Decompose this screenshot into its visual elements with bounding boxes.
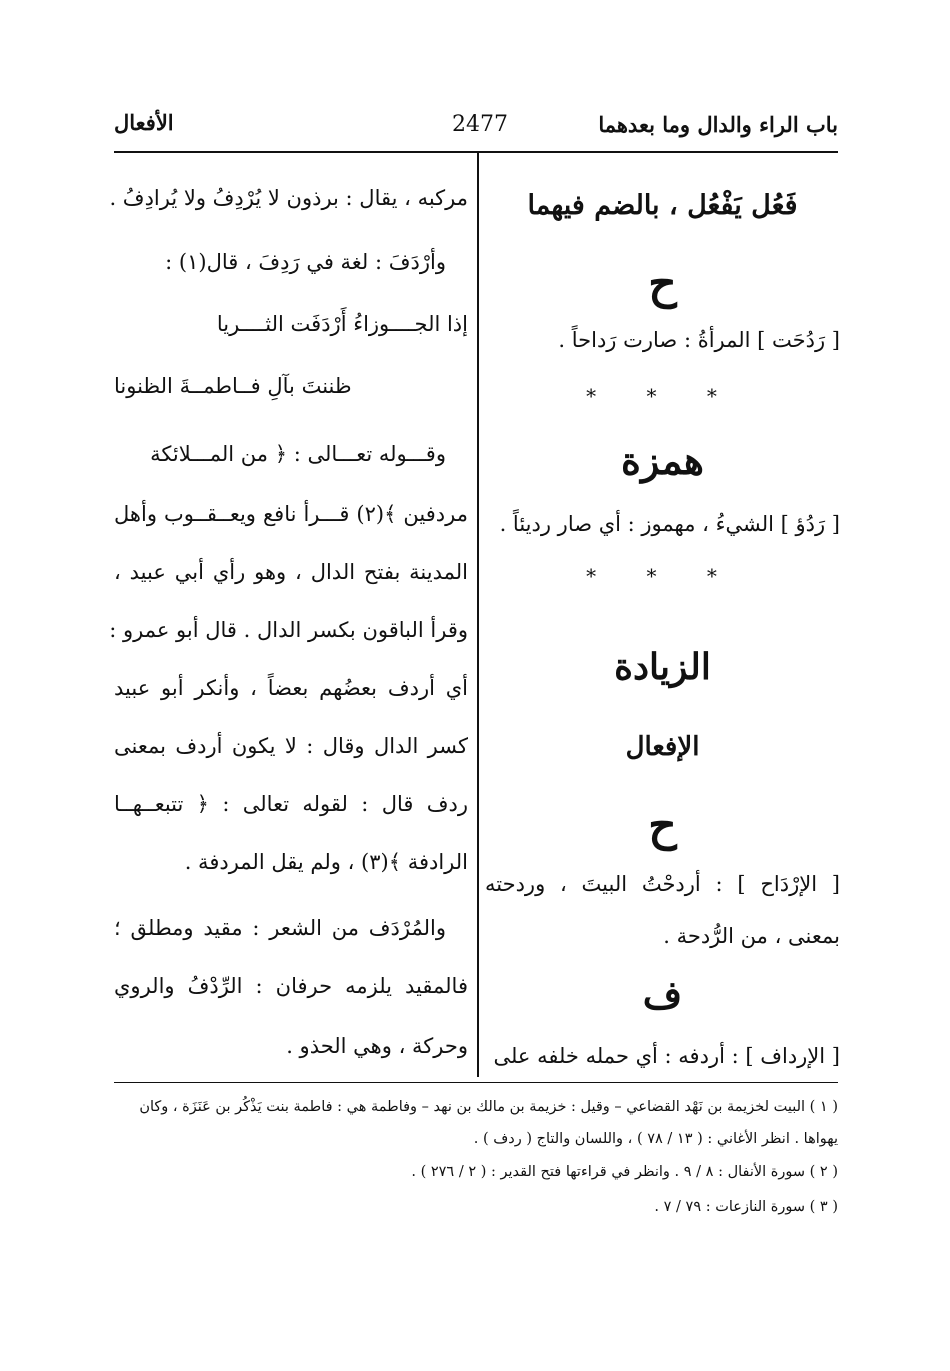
- column-divider: [477, 153, 479, 1077]
- letter-heading: ح: [648, 800, 677, 851]
- footnote: ( ٢ ) سورة الأنفال : ٨ / ٩ . وانظر في قراءتها فتح القدير : ( ٢ / ٢٧٦ ) .: [411, 1164, 838, 1180]
- footnote: يهواها . انظر الأغاني : ( ١٣ / ٧٨ ) ، واللسان والتاج ( ردف ) .: [473, 1131, 838, 1147]
- page-number: 2477: [452, 112, 508, 137]
- text-line: المدينة بفتح الدال ، وهو رأي أبي عبيد ،: [114, 560, 468, 584]
- footnote: ( ٣ ) سورة النازعات : ٧٩ / ٧ .: [654, 1199, 838, 1215]
- entry-irdaf: [ الإرداف ] : أردفه : أي حمله خلفه على: [493, 1044, 840, 1068]
- ziyada-heading: الزيادة: [614, 646, 711, 688]
- letter-heading: ف: [642, 972, 683, 1017]
- text-line: كسر الدال وقال : لا يكون أردف بمعنى: [114, 734, 468, 758]
- text-line: والمُرْدَف من الشعر : مقيد ومطلق ؛: [114, 916, 446, 940]
- text-line: مركبه ، يقال : برذون لا يُرْدِفُ ولا يُرادِفُ .: [109, 186, 468, 210]
- text-line: أي أردف بعضُهم بعضاً ، وأنكر أبو عبيد: [114, 676, 468, 700]
- entry-radu: [ رَدُؤ ] الشيءُ ، مهموز : أي صار رديئاً .: [499, 512, 840, 536]
- hamza-heading: همزة: [621, 438, 704, 483]
- heading-form: فَعُل يَفْعُل ، بالضم فيهما: [527, 190, 798, 221]
- text-line: وحركة ، وهي الحذو .: [286, 1034, 468, 1058]
- running-head-chapter: باب الراء والدال وما بعدهما: [598, 112, 838, 137]
- text-line: وقـــوله تعـــالى : ﴿ من المـــلائكة: [150, 442, 446, 466]
- entry-irdah: [ الإرْدَاح ] : أردحْتُ البيتَ ، وردحته بمعنى ، من الرُّدحة .: [485, 872, 840, 948]
- footnote-rule: [114, 1082, 838, 1083]
- footnote: ( ١ ) البيت لخزيمة بن نَهْد القضاعي – وقيل : خزيمة بن مالك بن نهد – وفاطمة هي : فاطمة بنت يَذْكُر بن عَنَزَة ، وكان: [139, 1099, 838, 1115]
- letter-heading: ح: [648, 258, 677, 309]
- verse-line: ظننتَ بآلِ فــاطمــةَ الظنونا: [114, 374, 352, 398]
- afaal-heading: الإفعال: [625, 732, 700, 762]
- entry-radhat: [ رَدُحَت ] المرأةُ : صارت رَداحاً .: [558, 328, 840, 352]
- running-head-section: الأفعال: [114, 110, 174, 135]
- text-line: فالمقيد يلزمه حرفان : الرِّدْفُ والروي: [114, 974, 468, 998]
- text-line: مردفين ﴾(٢) قـــرأ نافع ويعــقــوب وأهل: [114, 502, 468, 526]
- text-line: ردف قال : لقوله تعالى : ﴿ تتبعــهــا: [114, 792, 468, 816]
- verse-line: إذا الجــــوزاءُ أَرْدَفَت الثــــريا: [216, 312, 468, 336]
- text-line: وأرْدَفَ : لغة في رَدِفَ ، قال(١) :: [165, 250, 446, 274]
- separator-stars: * * *: [586, 384, 739, 408]
- text-line: وقرأ الباقون بكسر الدال . قال أبو عمرو :: [109, 618, 468, 642]
- header-rule: [114, 151, 838, 153]
- separator-stars: * * *: [586, 564, 739, 588]
- text-line: الرادفة ﴾(٣) ، ولم يقل المردفة .: [184, 850, 468, 874]
